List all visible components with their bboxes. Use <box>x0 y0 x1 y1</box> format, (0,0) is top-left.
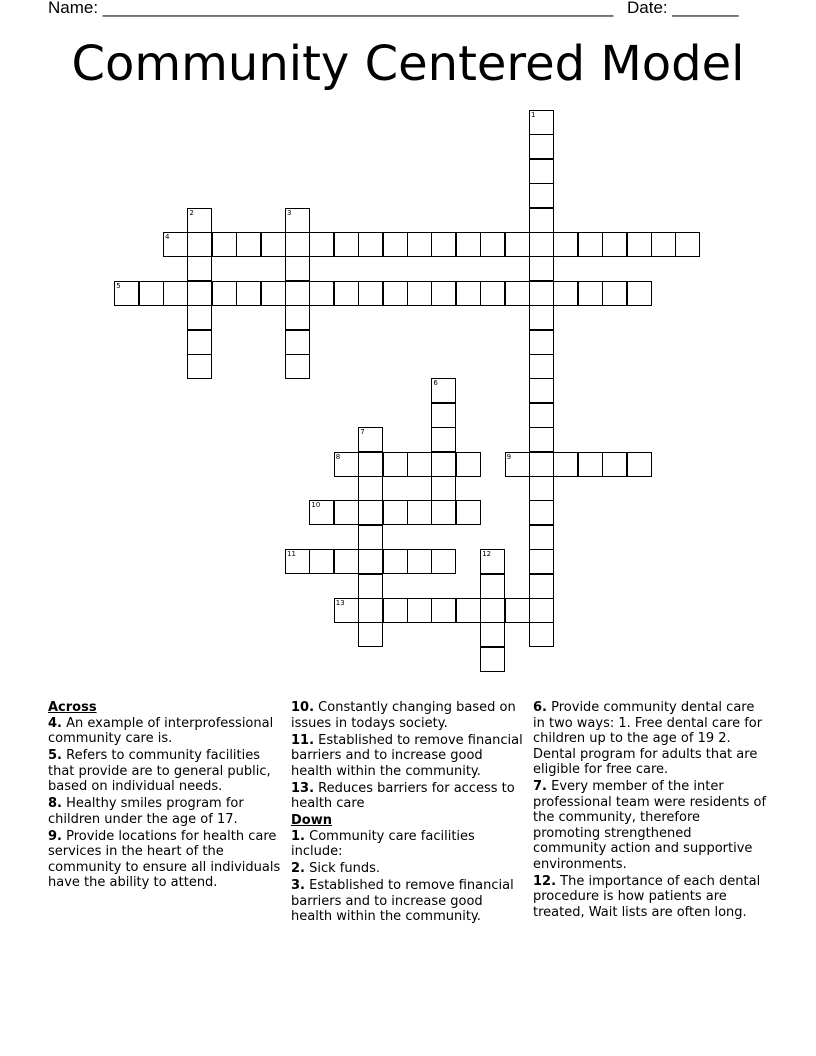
clue-across-10: 10. Constantly changing based on issues in todays society. <box>291 700 516 731</box>
crossword-cell[interactable] <box>407 281 432 306</box>
crossword-cell[interactable] <box>212 281 237 306</box>
crossword-cell[interactable] <box>529 208 554 233</box>
crossword-cell[interactable] <box>309 281 334 306</box>
crossword-cell[interactable] <box>187 232 212 257</box>
crossword-cell[interactable] <box>456 598 481 623</box>
crossword-cell[interactable] <box>431 232 456 257</box>
crossword-cell[interactable] <box>529 574 554 599</box>
clue-number: 2 <box>189 208 194 217</box>
crossword-cell[interactable] <box>358 549 383 574</box>
crossword-cell[interactable] <box>407 549 432 574</box>
clue-across-5: 5. Refers to community facilities that provide are to general public, based on individual needs. <box>48 748 271 794</box>
crossword-cell[interactable] <box>187 281 212 306</box>
crossword-cell[interactable] <box>529 427 554 452</box>
crossword-cell[interactable] <box>578 452 603 477</box>
crossword-cell[interactable] <box>407 500 432 525</box>
crossword-cell[interactable] <box>163 281 188 306</box>
crossword-cell[interactable] <box>456 500 481 525</box>
crossword-cell[interactable] <box>187 208 212 233</box>
crossword-cell[interactable] <box>553 281 578 306</box>
crossword-cell[interactable] <box>529 403 554 428</box>
clue-number: 13 <box>335 599 345 607</box>
clue-number: 5 <box>116 281 121 290</box>
crossword-cell[interactable] <box>285 232 310 257</box>
crossword-cell[interactable] <box>407 452 432 477</box>
clue-number: 11 <box>287 550 296 559</box>
clue-across-9: 9. Provide locations for health care services in the heart of the community to ensure all individuals have the ability to attend. <box>48 828 281 890</box>
crossword-cell[interactable] <box>529 525 554 550</box>
crossword-cell[interactable] <box>602 452 627 477</box>
crossword-cell[interactable] <box>529 476 554 501</box>
crossword-cell[interactable] <box>578 281 603 306</box>
crossword-cell[interactable] <box>187 256 212 281</box>
crossword-cell[interactable] <box>456 232 481 257</box>
crossword-cell[interactable] <box>358 452 383 477</box>
crossword-cell[interactable] <box>187 305 212 330</box>
crossword-cell[interactable] <box>578 232 603 257</box>
crossword-cell[interactable] <box>431 281 456 306</box>
crossword-cell[interactable] <box>529 232 554 257</box>
crossword-cell[interactable] <box>627 232 652 257</box>
crossword-cell[interactable] <box>480 281 505 306</box>
crossword-cell[interactable] <box>285 305 310 330</box>
crossword-cell[interactable] <box>285 208 310 233</box>
crossword-cell[interactable] <box>261 281 286 306</box>
crossword-cell[interactable] <box>505 598 530 623</box>
crossword-cell[interactable] <box>505 452 530 477</box>
crossword-cell[interactable] <box>529 183 554 208</box>
crossword-cell[interactable] <box>334 500 359 525</box>
crossword-cell[interactable] <box>456 281 481 306</box>
crossword-cell[interactable] <box>383 452 408 477</box>
crossword-cell[interactable] <box>407 232 432 257</box>
crossword-cell[interactable] <box>529 305 554 330</box>
crossword-cell[interactable] <box>358 500 383 525</box>
crossword-cell[interactable] <box>334 549 359 574</box>
crossword-cell[interactable] <box>529 281 554 306</box>
crossword-cell[interactable] <box>358 281 383 306</box>
clue-number: 4 <box>165 233 170 241</box>
date-label: Date: _______ <box>627 0 739 17</box>
crossword-cell[interactable] <box>431 378 456 403</box>
crossword-cell[interactable] <box>285 256 310 281</box>
crossword-cell[interactable] <box>236 281 261 306</box>
crossword-cell[interactable] <box>651 232 676 257</box>
clue-across-13: 13. Reduces barriers for access to health care <box>291 780 515 811</box>
down-heading: Down <box>291 813 332 828</box>
crossword-cell[interactable] <box>334 598 359 623</box>
crossword-cell[interactable] <box>163 232 188 257</box>
crossword-cell[interactable] <box>358 427 383 452</box>
crossword-cell[interactable] <box>505 281 530 306</box>
crossword-cell[interactable] <box>480 232 505 257</box>
crossword-cell[interactable] <box>480 647 505 672</box>
crossword-cell[interactable] <box>529 378 554 403</box>
crossword-cell[interactable] <box>212 232 237 257</box>
crossword-cell[interactable] <box>529 354 554 379</box>
crossword-cell[interactable] <box>431 476 456 501</box>
crossword-cell[interactable] <box>602 232 627 257</box>
crossword-cell[interactable] <box>114 281 139 306</box>
crossword-cell[interactable] <box>358 476 383 501</box>
crossword-cell[interactable] <box>285 330 310 355</box>
crossword-cell[interactable] <box>383 232 408 257</box>
crossword-cell[interactable] <box>675 232 700 257</box>
crossword-cell[interactable] <box>529 134 554 159</box>
clue-number: 9 <box>506 452 512 461</box>
crossword-cell[interactable] <box>480 549 505 574</box>
crossword-cell[interactable] <box>261 232 286 257</box>
crossword-cell[interactable] <box>358 232 383 257</box>
clue-down-6: 6. Provide community dental care in two ways: 1. Free dental care for children up to the age of 19 2. Dental program for adults that are eligible for free care. <box>533 700 763 777</box>
crossword-cell[interactable] <box>480 574 505 599</box>
clue-down-12: 12. The importance of each dental procedure is how patients are treated, Wait lists are often long. <box>533 873 761 920</box>
crossword-cell[interactable] <box>529 598 554 623</box>
clue-number: 10 <box>311 501 321 510</box>
crossword-cell[interactable] <box>139 281 164 306</box>
crossword-cell[interactable] <box>529 622 554 647</box>
crossword-cell[interactable] <box>529 159 554 184</box>
crossword-cell[interactable] <box>187 330 212 355</box>
clue-number: 3 <box>287 208 292 217</box>
crossword-cell[interactable] <box>529 500 554 525</box>
crossword-cell[interactable] <box>480 622 505 647</box>
crossword-cell[interactable] <box>407 598 432 623</box>
crossword-cell[interactable] <box>431 500 456 525</box>
clue-number: 7 <box>360 428 365 437</box>
crossword-cell[interactable] <box>358 525 383 550</box>
clue-number: 1 <box>531 111 536 119</box>
crossword-cell[interactable] <box>358 574 383 599</box>
crossword-cell[interactable] <box>285 281 310 306</box>
clue-down-2: 2. Sick funds. <box>291 861 381 876</box>
crossword-cell[interactable] <box>553 232 578 257</box>
crossword-cell[interactable] <box>187 354 212 379</box>
clue-down-3: 3. Established to remove financial barriers and to increase good health within the community. <box>291 878 514 924</box>
clue-number: 12 <box>482 550 492 559</box>
clue-across-8: 8. Healthy smiles program for children under the age of 17. <box>48 796 244 827</box>
page-title: Community Centered Model <box>71 36 745 92</box>
crossword-cell[interactable] <box>529 110 554 135</box>
crossword-cell[interactable] <box>334 452 359 477</box>
name-label: Name: ______________________________________________________ <box>48 0 614 17</box>
crossword-cell[interactable] <box>529 330 554 355</box>
clue-down-1: 1. Community care facilities include: <box>291 828 475 859</box>
clues-column-2 <box>291 700 526 926</box>
crossword-cell[interactable] <box>358 622 383 647</box>
crossword-cell[interactable] <box>431 452 456 477</box>
crossword-cell[interactable] <box>602 281 627 306</box>
clue-across-11: 11. Established to remove financial barriers and to increase good health within the community. <box>291 732 523 779</box>
crossword-cell[interactable] <box>285 549 310 574</box>
crossword-cell[interactable] <box>627 452 652 477</box>
clues-column-1 <box>48 700 283 892</box>
clues-column-3 <box>533 700 768 922</box>
crossword-cell[interactable] <box>383 281 408 306</box>
crossword-cell[interactable] <box>431 403 456 428</box>
clue-down-7: 7. Every member of the inter professional team were residents of the community, therefore promoting strengthened community action and supportive environments. <box>533 779 767 872</box>
crossword-cell[interactable] <box>627 281 652 306</box>
crossword-cell[interactable] <box>334 281 359 306</box>
crossword-cell[interactable] <box>431 549 456 574</box>
across-heading: Across <box>48 700 97 715</box>
clue-across-4: 4. An example of interprofessional community care is. <box>48 715 274 746</box>
crossword-cell[interactable] <box>431 598 456 623</box>
crossword-cell[interactable] <box>309 500 334 525</box>
crossword-cell[interactable] <box>529 549 554 574</box>
crossword-cell[interactable] <box>553 452 578 477</box>
crossword-cell[interactable] <box>358 598 383 623</box>
crossword-cell[interactable] <box>236 232 261 257</box>
clue-number: 6 <box>433 379 438 388</box>
crossword-cell[interactable] <box>456 452 481 477</box>
crossword-cell[interactable] <box>309 549 334 574</box>
crossword-cell[interactable] <box>505 232 530 257</box>
crossword-cell[interactable] <box>334 232 359 257</box>
crossword-cell[interactable] <box>383 500 408 525</box>
crossword-cell[interactable] <box>285 354 310 379</box>
crossword-cell[interactable] <box>383 598 408 623</box>
crossword-cell[interactable] <box>529 452 554 477</box>
crossword-cell[interactable] <box>529 256 554 281</box>
clue-number: 8 <box>335 452 341 461</box>
crossword-cell[interactable] <box>480 598 505 623</box>
crossword-cell[interactable] <box>309 232 334 257</box>
crossword-cell[interactable] <box>431 427 456 452</box>
crossword-cell[interactable] <box>383 549 408 574</box>
